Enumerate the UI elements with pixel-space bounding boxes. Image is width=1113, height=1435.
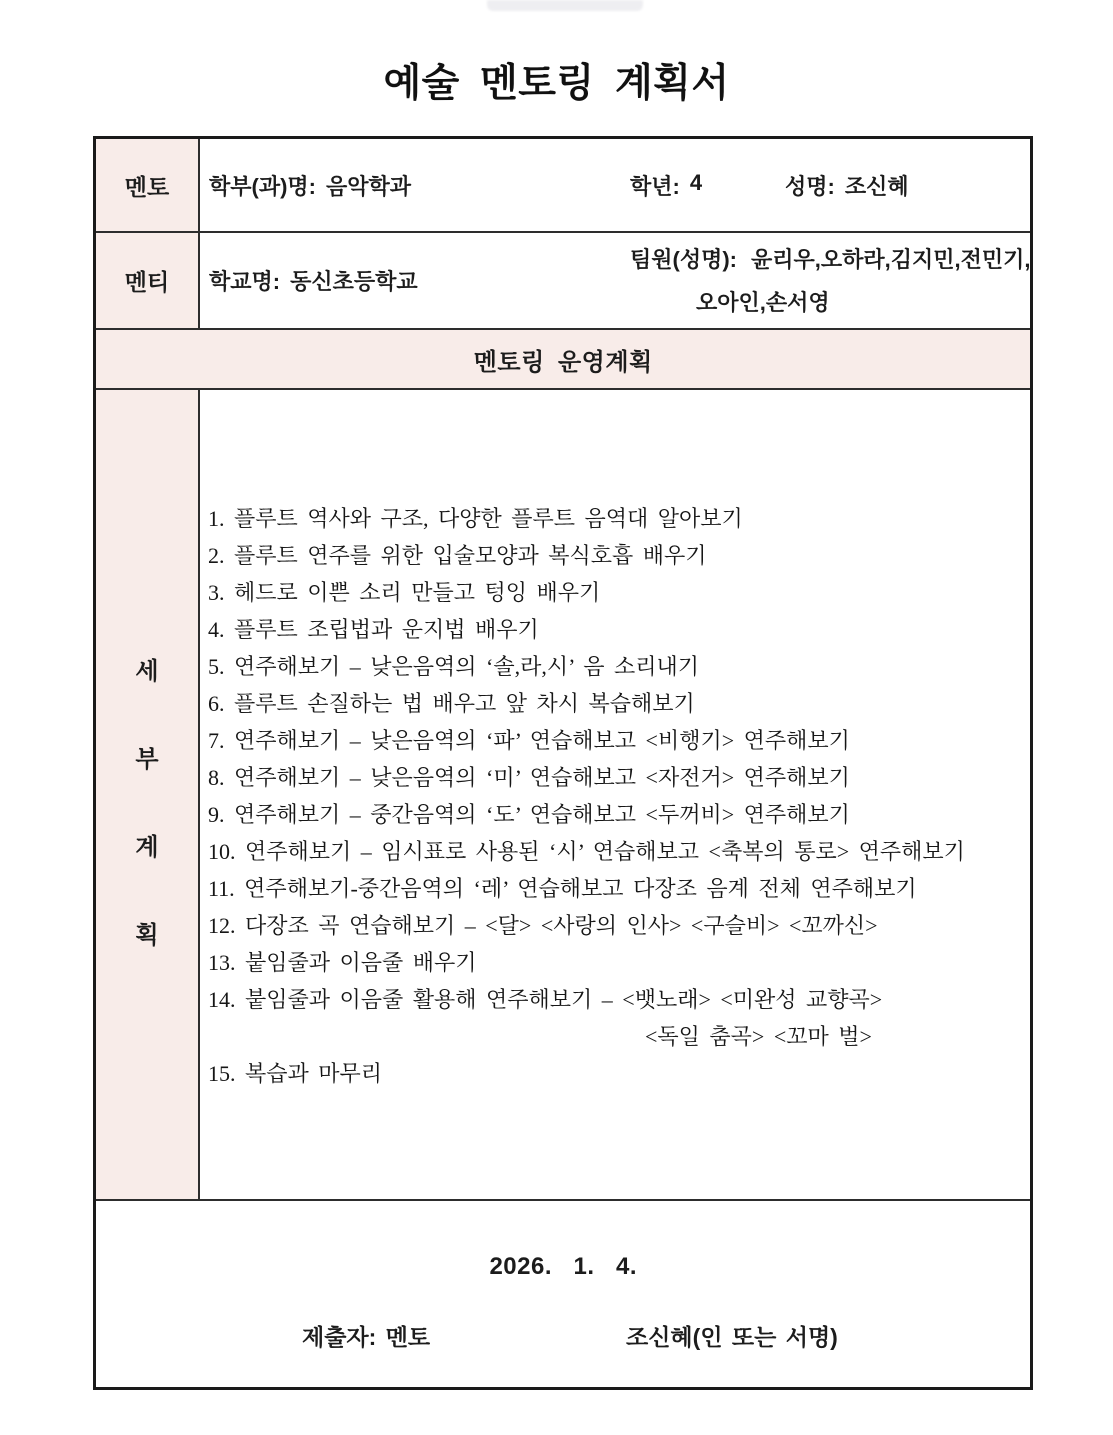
mentee-school-label: 학교명: bbox=[209, 269, 281, 294]
plan-item-12: 12. 다장조 곡 연습해보기 – <달> <사랑의 인사> <구슬비> <꼬까신> bbox=[208, 913, 878, 938]
side-label-char-4: 획 bbox=[135, 922, 159, 949]
detail-plan-list bbox=[200, 390, 1030, 1201]
plan-item-13: 13. 붙임줄과 이음줄 배우기 bbox=[208, 950, 477, 975]
plan-item-8: 8. 연주해보기 – 낮은음역의 ‘미’ 연습해보고 <자전거> 연주해보기 bbox=[208, 765, 850, 790]
mentor-name-value: 조신혜 bbox=[844, 173, 909, 199]
mentee-school-value: 동신초등학교 bbox=[290, 269, 418, 294]
plan-item-6: 6. 플루트 손질하는 법 배우고 앞 차시 복습해보기 bbox=[208, 691, 695, 716]
signature-section bbox=[96, 1201, 1030, 1387]
mentor-dept bbox=[209, 170, 630, 201]
mentee-team-names-2: 오아인,손서영 bbox=[696, 289, 830, 315]
section-header: 멘토링 운영계획 bbox=[96, 330, 1030, 390]
submission-date: 2026. 1. 4. bbox=[489, 1253, 638, 1280]
mentee-team-label: 팀원(성명): bbox=[630, 246, 737, 272]
side-label-char-3: 계 bbox=[135, 834, 159, 861]
plan-item-4: 4. 플루트 조립법과 운지법 배우기 bbox=[208, 617, 539, 642]
plan-item-5: 5. 연주해보기 – 낮은음역의 ‘솔,라,시’ 음 소리내기 bbox=[208, 654, 700, 679]
plan-item-10: 10. 연주해보기 – 임시표로 사용된 ‘시’ 연습해보고 <축복의 통로> 연주해보기 bbox=[208, 839, 965, 864]
mentee-team bbox=[630, 238, 1030, 324]
detail-plan-side-label bbox=[96, 390, 200, 1201]
mentor-name bbox=[785, 170, 909, 201]
mentor-grade-value: 4 bbox=[689, 169, 703, 195]
mentee-row-content bbox=[200, 233, 1030, 330]
plan-item-9: 9. 연주해보기 – 중간음역의 ‘도’ 연습해보고 <두꺼비> 연주해보기 bbox=[208, 802, 850, 827]
signature-name: 조신혜(인 또는 서명) bbox=[626, 1324, 838, 1350]
mentor-dept-label: 학부(과)명: bbox=[209, 173, 316, 199]
plan-item-2: 2. 플루트 연주를 위한 입술모양과 복식호흡 배우기 bbox=[208, 543, 707, 568]
page-title: 예술 멘토링 계획서 bbox=[383, 62, 730, 105]
side-label-char-1: 세 bbox=[135, 658, 159, 685]
plan-item-1: 1. 플루트 역사와 구조, 다양한 플루트 음역대 알아보기 bbox=[208, 506, 743, 531]
plan-item-14-continuation: <독일 춤곡> <꼬마 벌> bbox=[645, 1024, 872, 1049]
mentoring-plan-table bbox=[93, 136, 1033, 1390]
side-label-char-2: 부 bbox=[135, 746, 159, 773]
mentee-team-names-1: 윤리우,오하라,김지민,전민기, bbox=[751, 246, 1031, 272]
mentor-row-content bbox=[200, 139, 1030, 233]
mentor-dept-value: 음악학과 bbox=[326, 173, 412, 199]
mentor-row-label: 멘토 bbox=[96, 139, 200, 233]
mentor-name-label: 성명: bbox=[785, 173, 835, 199]
plan-item-15: 15. 복습과 마무리 bbox=[208, 1061, 383, 1086]
plan-item-14: 14. 붙임줄과 이음줄 활용해 연주해보기 – <뱃노래> <미완성 교향곡> bbox=[208, 987, 883, 1012]
submitter-label: 제출자: 멘토 bbox=[302, 1324, 431, 1350]
mentee-row-label: 멘티 bbox=[96, 233, 200, 330]
plan-item-11: 11. 연주해보기-중간음역의 ‘레’ 연습해보고 다장조 음계 전체 연주해보기 bbox=[208, 876, 917, 901]
mentor-grade bbox=[630, 170, 785, 201]
plan-item-7: 7. 연주해보기 – 낮은음역의 ‘파’ 연습해보고 <비행기> 연주해보기 bbox=[208, 728, 850, 753]
mentor-grade-label: 학년: bbox=[630, 173, 680, 199]
mentee-team-line1 bbox=[630, 238, 1030, 281]
plan-item-3: 3. 헤드로 이쁜 소리 만들고 텅잉 배우기 bbox=[208, 580, 601, 605]
mentee-school bbox=[209, 265, 630, 296]
scan-artifact bbox=[487, 0, 643, 11]
